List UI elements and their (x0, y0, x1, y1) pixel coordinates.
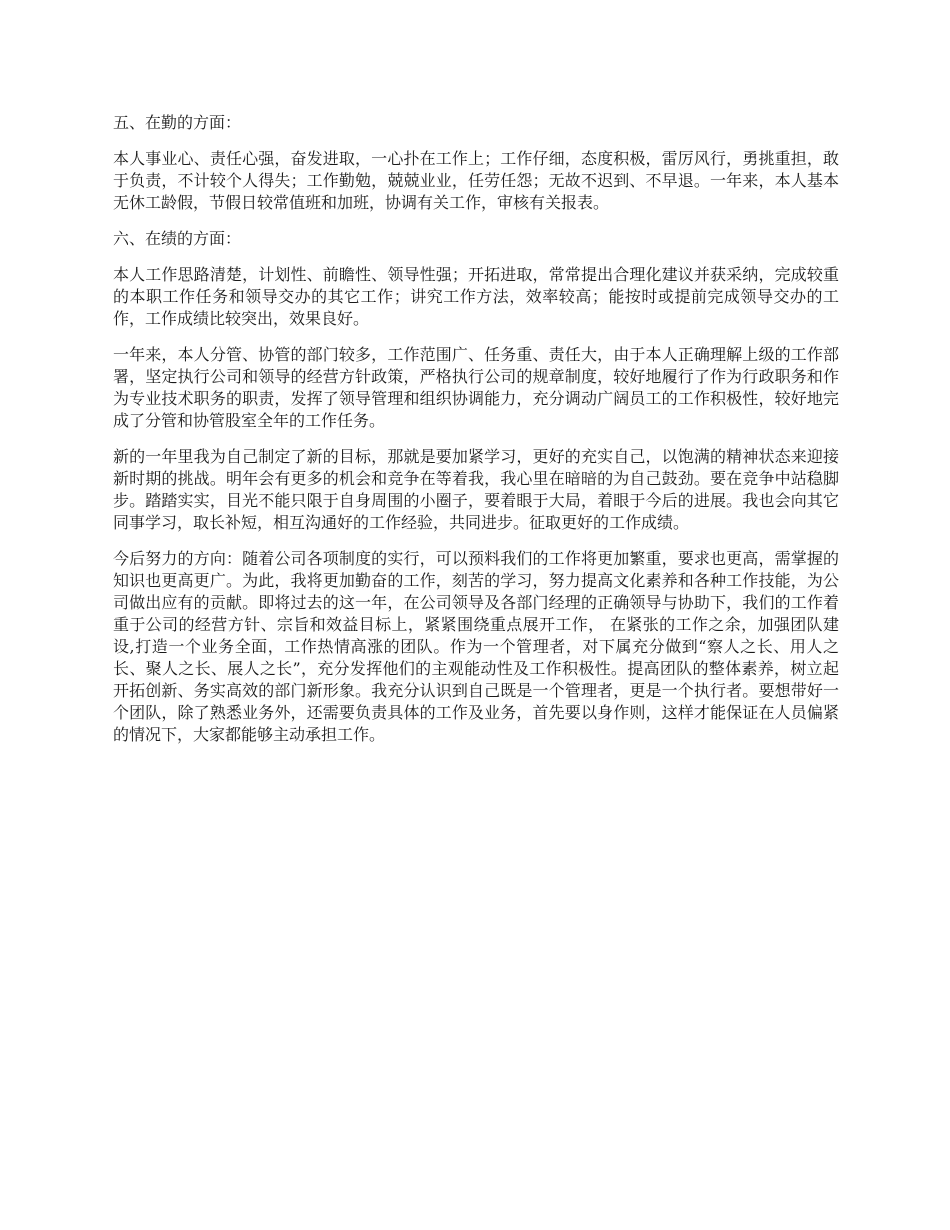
section-heading-diligence: 五、在勤的方面： (113, 113, 242, 132)
paragraph-diligence: 本人事业心、责任心强，奋发进取，一心扑在工作上；工作仔细，态度积极，雷厉风行，勇挑重担，敢于负责，不计较个人得失；工作勤勉，兢兢业业，任劳任怨；无故不迟到、不早退。一年来，本人基本无休工龄假，节假日较常值班和加班，协调有关工作，审核有关报表。 (113, 149, 839, 212)
section-heading-performance: 六、在绩的方面： (113, 229, 242, 248)
paragraph-future-direction: 今后努力的方向：随着公司各项制度的实行，可以预料我们的工作将更加繁重，要求也更高，需掌握的知识也更高更广。为此，我将更加勤奋的工作，刻苦的学习，努力提高文化素养和各种工作技能，为公司做出应有的贡献。即将过去的这一年，在公司领导及各部门经理的正确领导与协助下，我们的工作着重于公司的经营方针、宗旨和效益目标上，紧紧围绕重点展开工作， 在紧张的工作之余，加强团队建设,打造一个业务全面，工作热情高涨的团队。作为一个管理者，对下属充分做到“察人之长、用人之长、聚人之长、展人之长”，充分发挥他们的主观能动性及工作积极性。提高团队的整体素养，树立起开拓创新、务实高效的部门新形象。我充分认识到自己既是一个管理者，更是一个执行者。要想带好一个团队，除了熟悉业务外，还需要负责具体的工作及业务，首先要以身作则，这样才能保证在人员偏紧的情况下，大家都能够主动承担工作。 (113, 549, 839, 744)
paragraph-new-goals: 新的一年里我为自己制定了新的目标，那就是要加紧学习，更好的充实自己，以饱满的精神状态来迎接新时期的挑战。明年会有更多的机会和竞争在等着我，我心里在暗暗的为自己鼓劲。要在竞争中站稳脚步。踏踏实实，目光不能只限于自身周围的小圈子，要着眼于大局，着眼于今后的进展。我也会向其它同事学习，取长补短，相互沟通好的工作经验，共同进步。征取更好的工作成绩。 (113, 447, 839, 532)
paragraph-performance: 本人工作思路清楚，计划性、前瞻性、领导性强；开拓进取，常常提出合理化建议并获采纳，完成较重的本职工作任务和领导交办的其它工作；讲究工作方法，效率较高；能按时或提前完成领导交办的工作，工作成绩比较突出，效果良好。 (113, 265, 839, 328)
paragraph-year-review: 一年来，本人分管、协管的部门较多，工作范围广、任务重、责任大，由于本人正确理解上级的工作部署，坚定执行公司和领导的经营方针政策，严格执行公司的规章制度，较好地履行了作为行政职务和作为专业技术职务的职责，发挥了领导管理和组织协调能力，充分调动广阔员工的工作积极性，较好地完成了分管和协管股室全年的工作任务。 (113, 345, 839, 430)
document-body (113, 112, 839, 760)
